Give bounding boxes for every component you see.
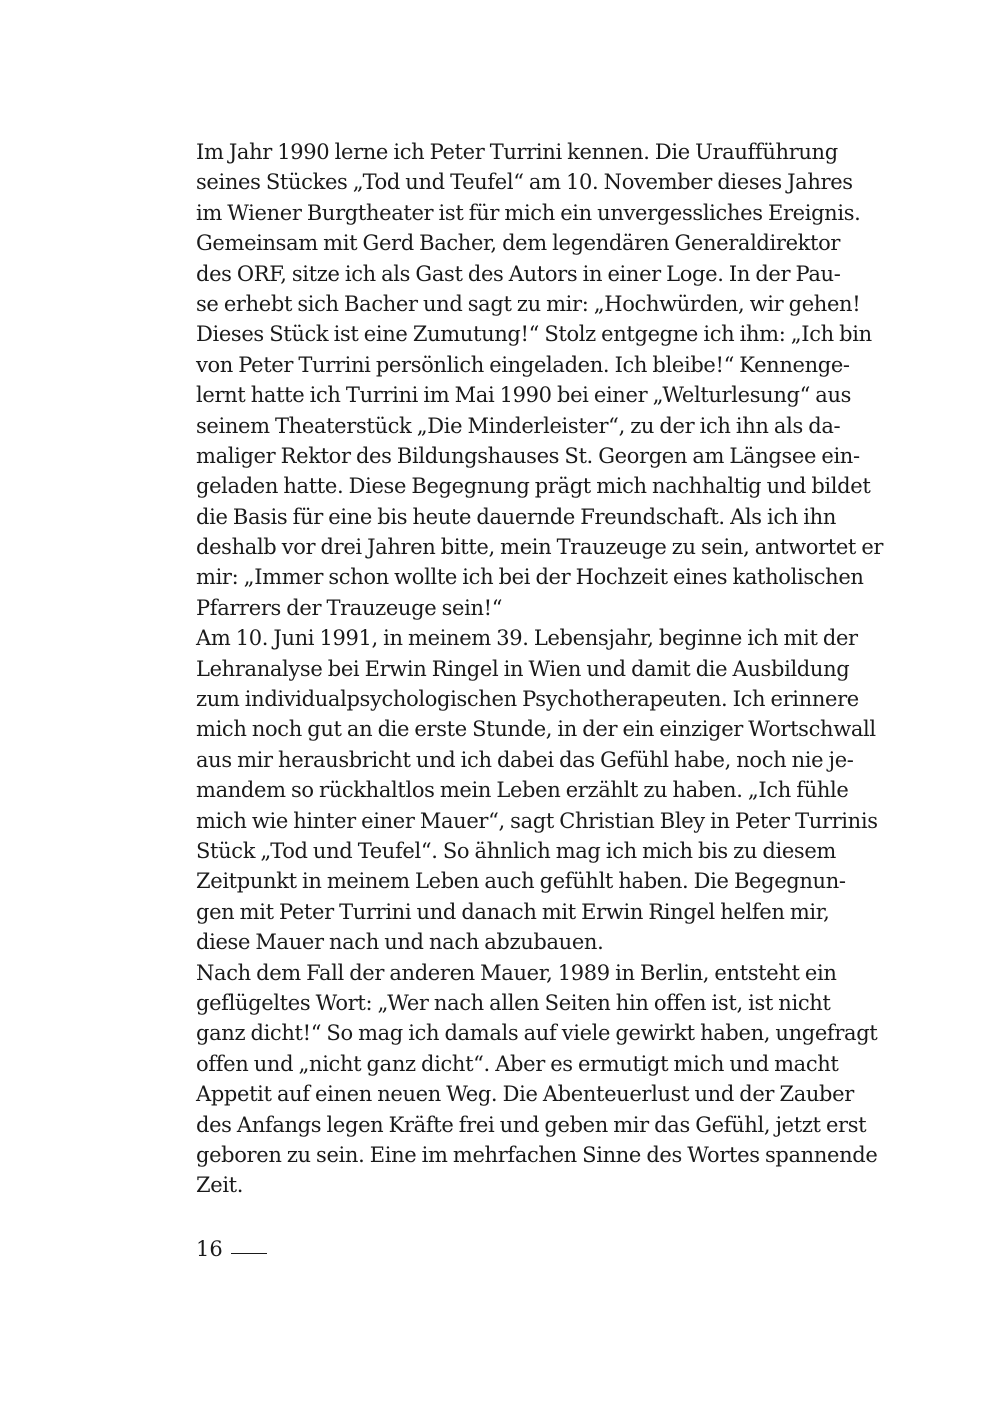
text-line: se erhebt sich Bacher und sagt zu mir: „Hochwürden, wir gehen!: [196, 291, 861, 316]
text-line: Pfarrers der Trauzeuge sein!“: [196, 595, 503, 620]
text-line: aus mir herausbricht und ich dabei das Gefühl habe, noch nie je-: [196, 747, 854, 772]
text-line: im Wiener Burgtheater ist für mich ein unvergessliches Ereignis.: [196, 200, 861, 225]
page-number-rule: [231, 1253, 267, 1254]
text-line: gen mit Peter Turrini und danach mit Erwin Ringel helfen mir,: [196, 899, 830, 924]
text-line: Dieses Stück ist eine Zumutung!“ Stolz entgegne ich ihm: „Ich bin: [196, 322, 872, 347]
text-line: die Basis für eine bis heute dauernde Freundschaft. Als ich ihn: [196, 504, 837, 529]
text-line: Stück „Tod und Teufel“. So ähnlich mag ich mich bis zu diesem: [196, 838, 836, 863]
text-line: geladen hatte. Diese Begegnung prägt mich nachhaltig und bildet: [196, 474, 871, 499]
text-line: von Peter Turrini persönlich eingeladen. Ich bleibe!“ Kennenge-: [196, 352, 850, 377]
text-line: geflügeltes Wort: „Wer nach allen Seiten hin offen ist, ist nicht: [196, 990, 831, 1015]
text-line: Zeitpunkt in meinem Leben auch gefühlt haben. Die Begegnun-: [196, 869, 846, 894]
text-line: seinem Theaterstück „Die Minderleister“, zu der ich ihn als da-: [196, 413, 841, 438]
text-line: Gemeinsam mit Gerd Bacher, dem legendären Generaldirektor: [196, 231, 841, 256]
text-line: seines Stückes „Tod und Teufel“ am 10. November dieses Jahres: [196, 170, 853, 195]
text-line: geboren zu sein. Eine im mehrfachen Sinne des Wortes spannende: [196, 1142, 878, 1167]
text-line: mir: „Immer schon wollte ich bei der Hochzeit eines katholischen: [196, 565, 864, 590]
text-line: Am 10. Juni 1991, in meinem 39. Lebensjahr, beginne ich mit der: [196, 626, 858, 651]
text-line: mich wie hinter einer Mauer“, sagt Christian Bley in Peter Turrinis: [196, 808, 878, 833]
text-line: ganz dicht!“ So mag ich damals auf viele gewirkt haben, ungefragt: [196, 1021, 878, 1046]
text-line: mandem so rückhaltlos mein Leben erzählt zu haben. „Ich fühle: [196, 778, 849, 803]
text-line: deshalb vor drei Jahren bitte, mein Trauzeuge zu sein, antwortet er: [196, 535, 884, 560]
text-line: offen und „nicht ganz dicht“. Aber es ermutigt mich und macht: [196, 1051, 839, 1076]
text-line: Appetit auf einen neuen Weg. Die Abenteuerlust und der Zauber: [196, 1082, 854, 1107]
body-text: [196, 137, 884, 1201]
text-line: Im Jahr 1990 lerne ich Peter Turrini kennen. Die Uraufführung: [196, 140, 838, 164]
page-footer: [196, 1234, 267, 1264]
text-line: Lehranalyse bei Erwin Ringel in Wien und damit die Ausbildung: [196, 656, 850, 681]
text-line: diese Mauer nach und nach abzubauen.: [196, 930, 604, 955]
text-line: maliger Rektor des Bildungshauses St. Georgen am Längsee ein-: [196, 443, 860, 468]
text-line: des Anfangs legen Kräfte frei und geben mir das Gefühl, jetzt erst: [196, 1112, 867, 1137]
text-line: Zeit.: [196, 1173, 244, 1198]
text-line: des ORF, sitze ich als Gast des Autors in einer Loge. In der Pau-: [196, 261, 841, 286]
text-line: lernt hatte ich Turrini im Mai 1990 bei einer „Welturlesung“ aus: [196, 383, 852, 408]
page-number: 16: [196, 1237, 223, 1261]
text-line: zum individualpsychologischen Psychotherapeuten. Ich erinnere: [196, 687, 859, 712]
text-line: mich noch gut an die erste Stunde, in der ein einziger Wortschwall: [196, 717, 876, 742]
text-line: Nach dem Fall der anderen Mauer, 1989 in Berlin, entsteht ein: [196, 960, 837, 985]
